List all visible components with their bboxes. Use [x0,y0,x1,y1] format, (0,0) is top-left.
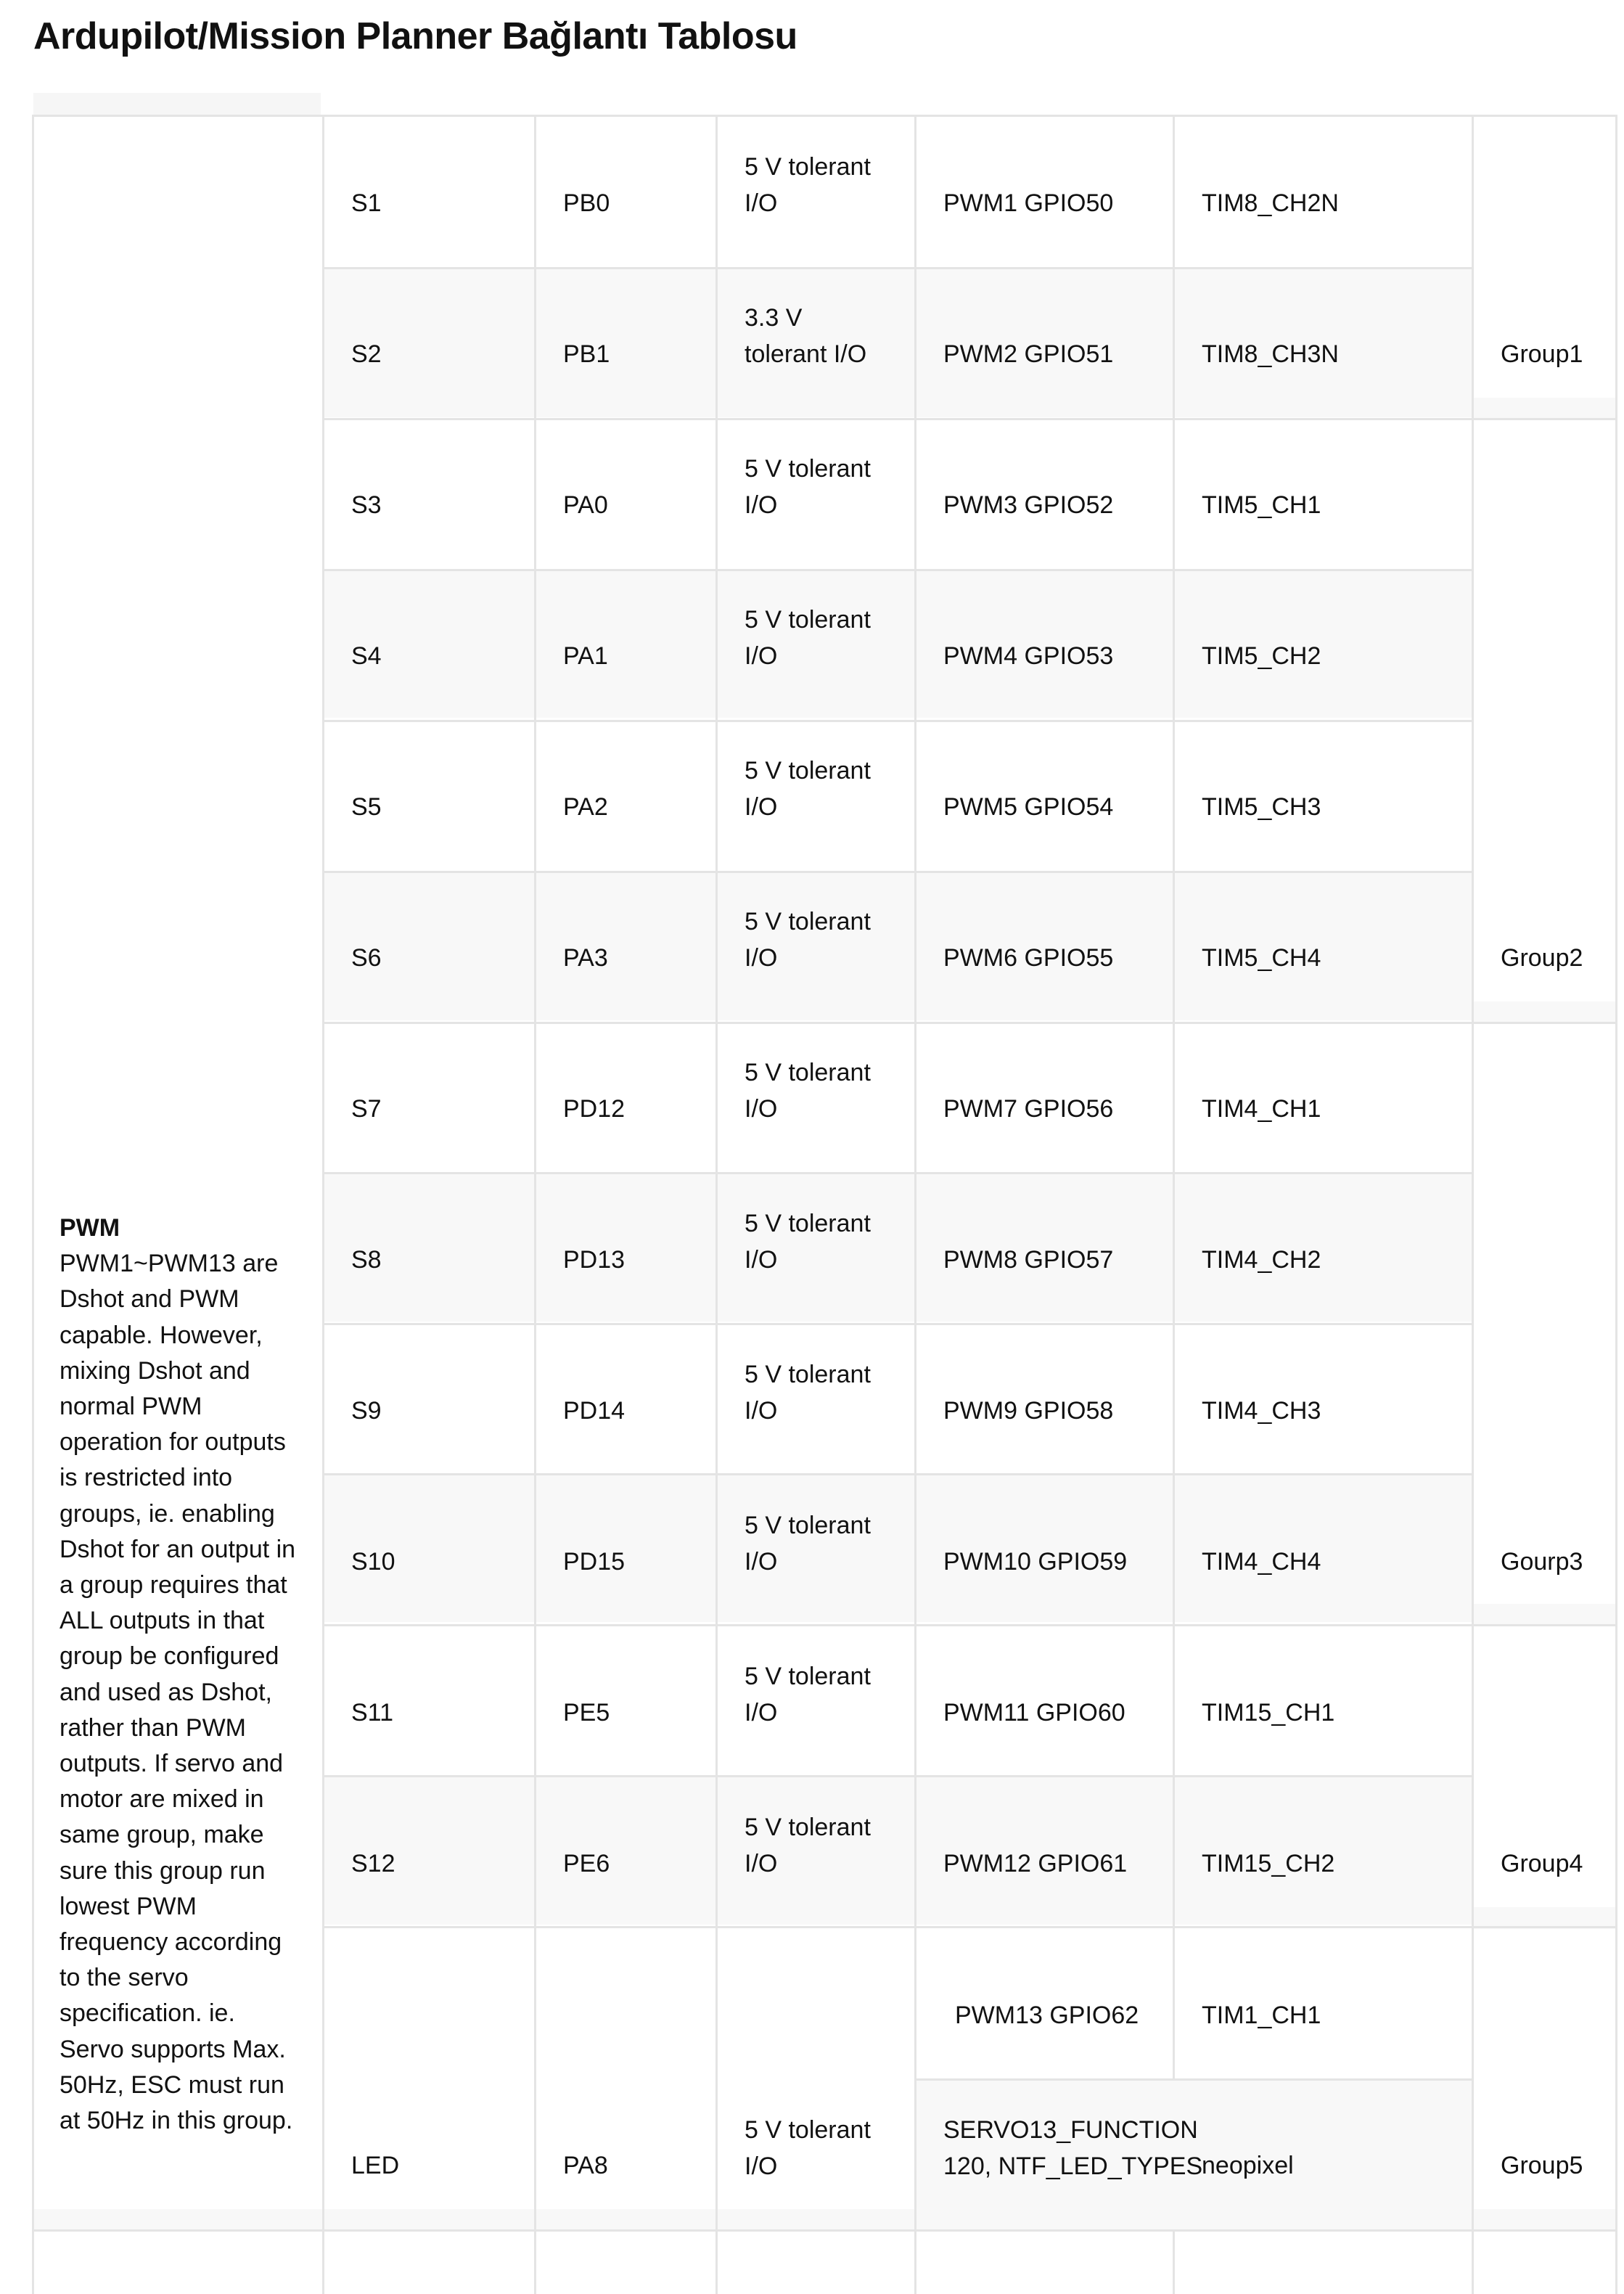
io-cell: 5 V tolerant I/O [745,1814,871,1877]
timer-cell: TIM15_CH1 [1202,1699,1335,1726]
timer-cell: TIM5_CH3 [1202,793,1321,821]
pwm-description-block [60,1211,306,2139]
servo-cell: S2 [351,340,382,368]
servo-cell: S3 [351,491,382,519]
group-cell: Group5 [1501,2152,1583,2179]
io-cell: 5 V tolerant I/O [745,606,871,670]
pin-cell: PA2 [563,793,608,821]
pin-cell: PE5 [563,1699,610,1726]
io-cell: 5 V tolerant I/O [745,153,871,217]
led-config-value: neopixel [1202,2152,1294,2179]
page-title: Ardupilot/Mission Planner Bağlantı Tablosu [33,15,797,57]
pwm-cell: PWM9 GPIO58 [943,1397,1114,1425]
timer-cell: TIM5_CH2 [1202,642,1321,670]
pwm-cell: PWM4 GPIO53 [943,642,1114,670]
pwm-cell: PWM8 GPIO57 [943,1246,1114,1274]
pwm-cell: PWM12 GPIO61 [943,1850,1128,1877]
pin-cell: PD14 [563,1397,626,1425]
io-cell: 5 V tolerant I/O [745,1663,871,1726]
group-cell: Gourp3 [1501,1548,1583,1576]
io-cell: 5 V tolerant I/O [745,2116,871,2180]
pwm-cell: PWM2 GPIO51 [943,340,1114,368]
pwm-cell: PWM3 GPIO52 [943,491,1114,519]
timer-cell: TIM5_CH1 [1202,491,1321,519]
servo-cell: S6 [351,944,382,972]
pwm-cell: PWM10 GPIO59 [943,1548,1128,1576]
io-cell: 5 V tolerant I/O [745,1059,871,1123]
io-cell: 5 V tolerant I/O [745,1210,871,1274]
timer-cell: TIM8_CH2N [1202,189,1339,217]
io-cell: 5 V tolerant I/O [745,1512,871,1576]
servo-cell: S9 [351,1397,382,1425]
servo-cell: S5 [351,793,382,821]
pin-cell: PA1 [563,642,608,670]
section-description: PWM1~PWM13 are Dshot and PWM capable. However, mixing Dshot and normal PWM operation for outputs is restricted into groups, ie. enabling Dshot for an output in a group requires that ALL outputs in that group be configured and used as Dshot, rather than PWM outputs. If servo and motor are mixed in same group, make sure this group run lowest PWM frequency according to the servo specification. ie. Servo supports Max. 50Hz, ESC must run at 50Hz in this group. [60,1250,296,2135]
pin-cell: PD15 [563,1548,626,1576]
pwm-cell: PWM1 GPIO50 [943,189,1114,217]
servo-cell: S7 [351,1095,382,1123]
servo-cell: S12 [351,1850,395,1877]
led-config-cell: SERVO13_FUNCTION 120, NTF_LED_TYPES [943,2116,1203,2180]
io-cell: 3.3 V tolerant I/O [745,304,867,368]
servo-cell: S4 [351,642,382,670]
pwm-cell: PWM7 GPIO56 [943,1095,1114,1123]
group-cell: Group2 [1501,944,1583,972]
pwm-cell: PWM6 GPIO55 [943,944,1114,972]
group-cell: Group4 [1501,1850,1583,1877]
servo-cell: S8 [351,1246,382,1274]
servo-cell: S1 [351,189,382,217]
pin-cell: PD12 [563,1095,626,1123]
timer-cell: TIM5_CH4 [1202,944,1321,972]
io-cell: 5 V tolerant I/O [745,455,871,519]
servo-cell: LED [351,2152,400,2179]
pin-cell: PD13 [563,1246,626,1274]
io-cell: 5 V tolerant I/O [745,757,871,821]
pin-cell: PE6 [563,1850,610,1877]
pin-cell: PA3 [563,944,608,972]
section-heading: PWM [60,1214,120,1242]
timer-cell: TIM1_CH1 [1202,2002,1321,2029]
pwm-cell: PWM5 GPIO54 [943,793,1114,821]
servo-cell: S10 [351,1548,395,1576]
io-cell: 5 V tolerant I/O [745,908,871,972]
timer-cell: TIM4_CH3 [1202,1397,1321,1425]
timer-cell: TIM4_CH2 [1202,1246,1321,1274]
timer-cell: TIM8_CH3N [1202,340,1339,368]
pwm-cell: PWM11 GPIO60 [943,1699,1125,1726]
pin-cell: PB1 [563,340,610,368]
pwm-cell: PWM13 GPIO62 [955,2002,1139,2029]
group-cell: Group1 [1501,340,1583,368]
pin-cell: PA0 [563,491,608,519]
timer-cell: TIM4_CH1 [1202,1095,1321,1123]
servo-cell: S11 [351,1699,393,1726]
timer-cell: TIM4_CH4 [1202,1548,1321,1576]
timer-cell: TIM15_CH2 [1202,1850,1335,1877]
io-cell: 5 V tolerant I/O [745,1361,871,1425]
pin-cell: PB0 [563,189,610,217]
pin-cell: PA8 [563,2152,608,2179]
